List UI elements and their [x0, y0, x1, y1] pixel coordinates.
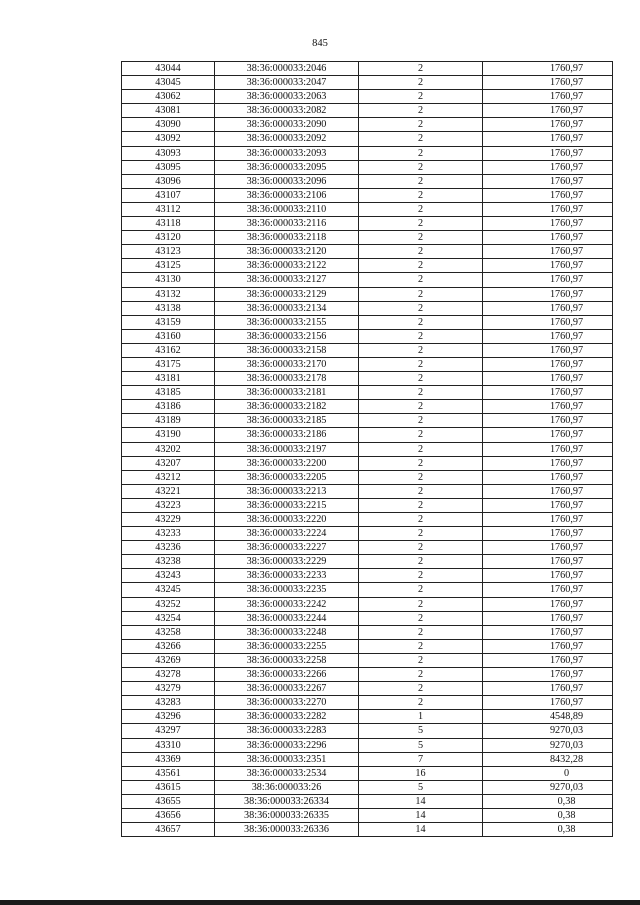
table-row: [122, 372, 613, 386]
count-cell: 2: [359, 484, 483, 498]
table-row: [122, 653, 613, 667]
cadastral-number-cell: 38:36:000033:2129: [215, 287, 359, 301]
table-row: [122, 132, 613, 146]
count-cell: 2: [359, 682, 483, 696]
row-number-cell: 43186: [122, 400, 215, 414]
count-cell: 2: [359, 470, 483, 484]
row-number-cell: 43310: [122, 738, 215, 752]
table-row: [122, 357, 613, 371]
value-cell: 1760,97: [483, 414, 613, 428]
count-cell: 2: [359, 386, 483, 400]
cadastral-number-cell: 38:36:000033:2090: [215, 118, 359, 132]
table-row: [122, 752, 613, 766]
value-cell: 1760,97: [483, 456, 613, 470]
table-row: [122, 301, 613, 315]
count-cell: 2: [359, 259, 483, 273]
parcel-table-body: [122, 62, 613, 837]
table-row: [122, 428, 613, 442]
count-cell: 14: [359, 794, 483, 808]
table-row: [122, 569, 613, 583]
count-cell: 2: [359, 188, 483, 202]
count-cell: 2: [359, 527, 483, 541]
row-number-cell: 43189: [122, 414, 215, 428]
cadastral-number-cell: 38:36:000033:2118: [215, 231, 359, 245]
cadastral-number-cell: 38:36:000033:2106: [215, 188, 359, 202]
value-cell: 9270,03: [483, 738, 613, 752]
row-number-cell: 43107: [122, 188, 215, 202]
table-row: [122, 597, 613, 611]
value-cell: 1760,97: [483, 343, 613, 357]
count-cell: 2: [359, 104, 483, 118]
count-cell: 5: [359, 724, 483, 738]
cadastral-number-cell: 38:36:000033:26334: [215, 794, 359, 808]
row-number-cell: 43245: [122, 583, 215, 597]
value-cell: 1760,97: [483, 118, 613, 132]
count-cell: 2: [359, 653, 483, 667]
cadastral-number-cell: 38:36:000033:2093: [215, 146, 359, 160]
page-number: 845: [312, 38, 328, 49]
value-cell: 1760,97: [483, 484, 613, 498]
count-cell: 7: [359, 752, 483, 766]
row-number-cell: 43096: [122, 174, 215, 188]
cadastral-number-cell: 38:36:000033:2283: [215, 724, 359, 738]
row-number-cell: 43123: [122, 245, 215, 259]
row-number-cell: 43093: [122, 146, 215, 160]
table-row: [122, 766, 613, 780]
value-cell: 1760,97: [483, 372, 613, 386]
cadastral-number-cell: 38:36:000033:2229: [215, 555, 359, 569]
row-number-cell: 43120: [122, 231, 215, 245]
row-number-cell: 43655: [122, 794, 215, 808]
count-cell: 2: [359, 696, 483, 710]
value-cell: 1760,97: [483, 104, 613, 118]
table-row: [122, 682, 613, 696]
count-cell: 2: [359, 174, 483, 188]
row-number-cell: 43112: [122, 202, 215, 216]
scan-bottom-edge: [0, 900, 640, 905]
table-row: [122, 160, 613, 174]
cadastral-number-cell: 38:36:000033:2122: [215, 259, 359, 273]
cadastral-number-cell: 38:36:000033:2248: [215, 625, 359, 639]
table-row: [122, 498, 613, 512]
count-cell: 1: [359, 710, 483, 724]
value-cell: 0,38: [483, 794, 613, 808]
value-cell: 1760,97: [483, 555, 613, 569]
value-cell: 1760,97: [483, 315, 613, 329]
value-cell: 1760,97: [483, 259, 613, 273]
count-cell: 2: [359, 202, 483, 216]
table-row: [122, 217, 613, 231]
table-row: [122, 259, 613, 273]
table-row: [122, 710, 613, 724]
row-number-cell: 43269: [122, 653, 215, 667]
value-cell: 1760,97: [483, 146, 613, 160]
row-number-cell: 43656: [122, 808, 215, 822]
count-cell: 2: [359, 146, 483, 160]
cadastral-number-cell: 38:36:000033:2186: [215, 428, 359, 442]
cadastral-number-cell: 38:36:000033:2120: [215, 245, 359, 259]
value-cell: 1760,97: [483, 188, 613, 202]
table-row: [122, 273, 613, 287]
count-cell: 2: [359, 442, 483, 456]
cadastral-number-cell: 38:36:000033:2181: [215, 386, 359, 400]
row-number-cell: 43162: [122, 343, 215, 357]
cadastral-number-cell: 38:36:000033:2227: [215, 541, 359, 555]
table-row: [122, 245, 613, 259]
cadastral-number-cell: 38:36:000033:2082: [215, 104, 359, 118]
value-cell: 1760,97: [483, 301, 613, 315]
cadastral-number-cell: 38:36:000033:2047: [215, 76, 359, 90]
value-cell: 1760,97: [483, 442, 613, 456]
cadastral-number-cell: 38:36:000033:2224: [215, 527, 359, 541]
row-number-cell: 43125: [122, 259, 215, 273]
value-cell: 1760,97: [483, 527, 613, 541]
count-cell: 2: [359, 456, 483, 470]
table-row: [122, 343, 613, 357]
table-row: [122, 104, 613, 118]
count-cell: 2: [359, 231, 483, 245]
count-cell: 2: [359, 301, 483, 315]
cadastral-number-cell: 38:36:000033:2170: [215, 357, 359, 371]
row-number-cell: 43297: [122, 724, 215, 738]
value-cell: 1760,97: [483, 287, 613, 301]
table-row: [122, 794, 613, 808]
table-row: [122, 696, 613, 710]
value-cell: 1760,97: [483, 357, 613, 371]
cadastral-number-cell: 38:36:000033:2127: [215, 273, 359, 287]
row-number-cell: 43190: [122, 428, 215, 442]
value-cell: 1760,97: [483, 217, 613, 231]
table-row: [122, 513, 613, 527]
row-number-cell: 43160: [122, 329, 215, 343]
count-cell: 2: [359, 625, 483, 639]
row-number-cell: 43229: [122, 513, 215, 527]
row-number-cell: 43279: [122, 682, 215, 696]
row-number-cell: 43369: [122, 752, 215, 766]
table-row: [122, 555, 613, 569]
count-cell: 2: [359, 273, 483, 287]
table-row: [122, 76, 613, 90]
cadastral-number-cell: 38:36:000033:2233: [215, 569, 359, 583]
row-number-cell: 43118: [122, 217, 215, 231]
table-row: [122, 808, 613, 822]
value-cell: 1760,97: [483, 668, 613, 682]
table-row: [122, 400, 613, 414]
cadastral-number-cell: 38:36:000033:26335: [215, 808, 359, 822]
row-number-cell: 43132: [122, 287, 215, 301]
count-cell: 2: [359, 428, 483, 442]
value-cell: 1760,97: [483, 386, 613, 400]
value-cell: 1760,97: [483, 498, 613, 512]
table-row: [122, 484, 613, 498]
row-number-cell: 43258: [122, 625, 215, 639]
cadastral-number-cell: 38:36:000033:2182: [215, 400, 359, 414]
row-number-cell: 43561: [122, 766, 215, 780]
value-cell: 1760,97: [483, 682, 613, 696]
row-number-cell: 43130: [122, 273, 215, 287]
table-row: [122, 583, 613, 597]
value-cell: 1760,97: [483, 569, 613, 583]
value-cell: 1760,97: [483, 329, 613, 343]
value-cell: 1760,97: [483, 428, 613, 442]
row-number-cell: 43243: [122, 569, 215, 583]
value-cell: 9270,03: [483, 780, 613, 794]
cadastral-number-cell: 38:36:000033:2134: [215, 301, 359, 315]
table-row: [122, 823, 613, 837]
row-number-cell: 43278: [122, 668, 215, 682]
cadastral-number-cell: 38:36:000033:2155: [215, 315, 359, 329]
table-row: [122, 386, 613, 400]
count-cell: 2: [359, 132, 483, 146]
cadastral-number-cell: 38:36:000033:2255: [215, 639, 359, 653]
value-cell: 1760,97: [483, 541, 613, 555]
count-cell: 2: [359, 498, 483, 512]
count-cell: 2: [359, 287, 483, 301]
cadastral-number-cell: 38:36:000033:2205: [215, 470, 359, 484]
value-cell: 1760,97: [483, 639, 613, 653]
value-cell: 1760,97: [483, 625, 613, 639]
table-row: [122, 738, 613, 752]
count-cell: 2: [359, 90, 483, 104]
cadastral-number-cell: 38:36:000033:2213: [215, 484, 359, 498]
count-cell: 16: [359, 766, 483, 780]
row-number-cell: 43062: [122, 90, 215, 104]
row-number-cell: 43233: [122, 527, 215, 541]
row-number-cell: 43044: [122, 62, 215, 76]
value-cell: 0: [483, 766, 613, 780]
table-row: [122, 541, 613, 555]
table-row: [122, 188, 613, 202]
cadastral-number-cell: 38:36:000033:2258: [215, 653, 359, 667]
value-cell: 1760,97: [483, 245, 613, 259]
table-row: [122, 456, 613, 470]
cadastral-number-cell: 38:36:000033:2096: [215, 174, 359, 188]
table-row: [122, 470, 613, 484]
cadastral-number-cell: 38:36:000033:2220: [215, 513, 359, 527]
row-number-cell: 43252: [122, 597, 215, 611]
cadastral-number-cell: 38:36:000033:2110: [215, 202, 359, 216]
cadastral-number-cell: 38:36:000033:26: [215, 780, 359, 794]
count-cell: 2: [359, 118, 483, 132]
row-number-cell: 43138: [122, 301, 215, 315]
cadastral-number-cell: 38:36:000033:2063: [215, 90, 359, 104]
cadastral-number-cell: 38:36:000033:2158: [215, 343, 359, 357]
table-row: [122, 315, 613, 329]
table-row: [122, 118, 613, 132]
count-cell: 2: [359, 400, 483, 414]
cadastral-number-cell: 38:36:000033:2116: [215, 217, 359, 231]
table-row: [122, 668, 613, 682]
cadastral-number-cell: 38:36:000033:2095: [215, 160, 359, 174]
count-cell: 14: [359, 823, 483, 837]
row-number-cell: 43657: [122, 823, 215, 837]
row-number-cell: 43175: [122, 357, 215, 371]
count-cell: 2: [359, 583, 483, 597]
table-row: [122, 287, 613, 301]
cadastral-number-cell: 38:36:000033:2296: [215, 738, 359, 752]
count-cell: 2: [359, 541, 483, 555]
row-number-cell: 43212: [122, 470, 215, 484]
count-cell: 2: [359, 315, 483, 329]
value-cell: 1760,97: [483, 160, 613, 174]
value-cell: 1760,97: [483, 202, 613, 216]
row-number-cell: 43207: [122, 456, 215, 470]
cadastral-number-cell: 38:36:000033:2156: [215, 329, 359, 343]
cadastral-number-cell: 38:36:000033:2266: [215, 668, 359, 682]
row-number-cell: 43221: [122, 484, 215, 498]
count-cell: 2: [359, 357, 483, 371]
value-cell: 1760,97: [483, 470, 613, 484]
count-cell: 2: [359, 639, 483, 653]
cadastral-number-cell: 38:36:000033:2185: [215, 414, 359, 428]
value-cell: 1760,97: [483, 231, 613, 245]
cadastral-number-cell: 38:36:000033:26336: [215, 823, 359, 837]
row-number-cell: 43090: [122, 118, 215, 132]
value-cell: 1760,97: [483, 174, 613, 188]
value-cell: 9270,03: [483, 724, 613, 738]
cadastral-number-cell: 38:36:000033:2534: [215, 766, 359, 780]
value-cell: 1760,97: [483, 273, 613, 287]
cadastral-number-cell: 38:36:000033:2351: [215, 752, 359, 766]
row-number-cell: 43615: [122, 780, 215, 794]
table-row: [122, 202, 613, 216]
count-cell: 2: [359, 160, 483, 174]
count-cell: 2: [359, 597, 483, 611]
row-number-cell: 43045: [122, 76, 215, 90]
row-number-cell: 43236: [122, 541, 215, 555]
table-row: [122, 231, 613, 245]
cadastral-number-cell: 38:36:000033:2178: [215, 372, 359, 386]
row-number-cell: 43159: [122, 315, 215, 329]
count-cell: 2: [359, 668, 483, 682]
table-row: [122, 146, 613, 160]
value-cell: 1760,97: [483, 62, 613, 76]
row-number-cell: 43266: [122, 639, 215, 653]
count-cell: 5: [359, 780, 483, 794]
row-number-cell: 43095: [122, 160, 215, 174]
count-cell: 2: [359, 513, 483, 527]
value-cell: 1760,97: [483, 696, 613, 710]
value-cell: 1760,97: [483, 597, 613, 611]
count-cell: 5: [359, 738, 483, 752]
count-cell: 2: [359, 329, 483, 343]
cadastral-number-cell: 38:36:000033:2270: [215, 696, 359, 710]
value-cell: 1760,97: [483, 132, 613, 146]
count-cell: 2: [359, 62, 483, 76]
table-row: [122, 62, 613, 76]
table-row: [122, 174, 613, 188]
cadastral-number-cell: 38:36:000033:2235: [215, 583, 359, 597]
table-row: [122, 611, 613, 625]
value-cell: 1760,97: [483, 76, 613, 90]
row-number-cell: 43283: [122, 696, 215, 710]
table-row: [122, 780, 613, 794]
table-row: [122, 724, 613, 738]
count-cell: 2: [359, 372, 483, 386]
table-row: [122, 527, 613, 541]
count-cell: 2: [359, 217, 483, 231]
value-cell: 4548,89: [483, 710, 613, 724]
value-cell: 1760,97: [483, 90, 613, 104]
cadastral-number-cell: 38:36:000033:2200: [215, 456, 359, 470]
count-cell: 2: [359, 569, 483, 583]
cadastral-number-cell: 38:36:000033:2092: [215, 132, 359, 146]
value-cell: 1760,97: [483, 653, 613, 667]
value-cell: 8432,28: [483, 752, 613, 766]
row-number-cell: 43254: [122, 611, 215, 625]
cadastral-number-cell: 38:36:000033:2267: [215, 682, 359, 696]
cadastral-number-cell: 38:36:000033:2242: [215, 597, 359, 611]
row-number-cell: 43296: [122, 710, 215, 724]
cadastral-number-cell: 38:36:000033:2197: [215, 442, 359, 456]
value-cell: 1760,97: [483, 400, 613, 414]
parcel-table-container: [121, 61, 612, 837]
row-number-cell: 43202: [122, 442, 215, 456]
value-cell: 0,38: [483, 823, 613, 837]
value-cell: 1760,97: [483, 611, 613, 625]
count-cell: 2: [359, 245, 483, 259]
row-number-cell: 43185: [122, 386, 215, 400]
row-number-cell: 43181: [122, 372, 215, 386]
count-cell: 2: [359, 343, 483, 357]
count-cell: 14: [359, 808, 483, 822]
table-row: [122, 625, 613, 639]
table-row: [122, 329, 613, 343]
row-number-cell: 43223: [122, 498, 215, 512]
value-cell: 0,38: [483, 808, 613, 822]
cadastral-number-cell: 38:36:000033:2282: [215, 710, 359, 724]
row-number-cell: 43081: [122, 104, 215, 118]
table-row: [122, 414, 613, 428]
count-cell: 2: [359, 76, 483, 90]
row-number-cell: 43238: [122, 555, 215, 569]
cadastral-number-cell: 38:36:000033:2046: [215, 62, 359, 76]
value-cell: 1760,97: [483, 513, 613, 527]
value-cell: 1760,97: [483, 583, 613, 597]
count-cell: 2: [359, 555, 483, 569]
table-row: [122, 90, 613, 104]
table-row: [122, 442, 613, 456]
table-row: [122, 639, 613, 653]
count-cell: 2: [359, 414, 483, 428]
cadastral-number-cell: 38:36:000033:2244: [215, 611, 359, 625]
cadastral-number-cell: 38:36:000033:2215: [215, 498, 359, 512]
count-cell: 2: [359, 611, 483, 625]
parcel-table: [121, 61, 613, 837]
row-number-cell: 43092: [122, 132, 215, 146]
